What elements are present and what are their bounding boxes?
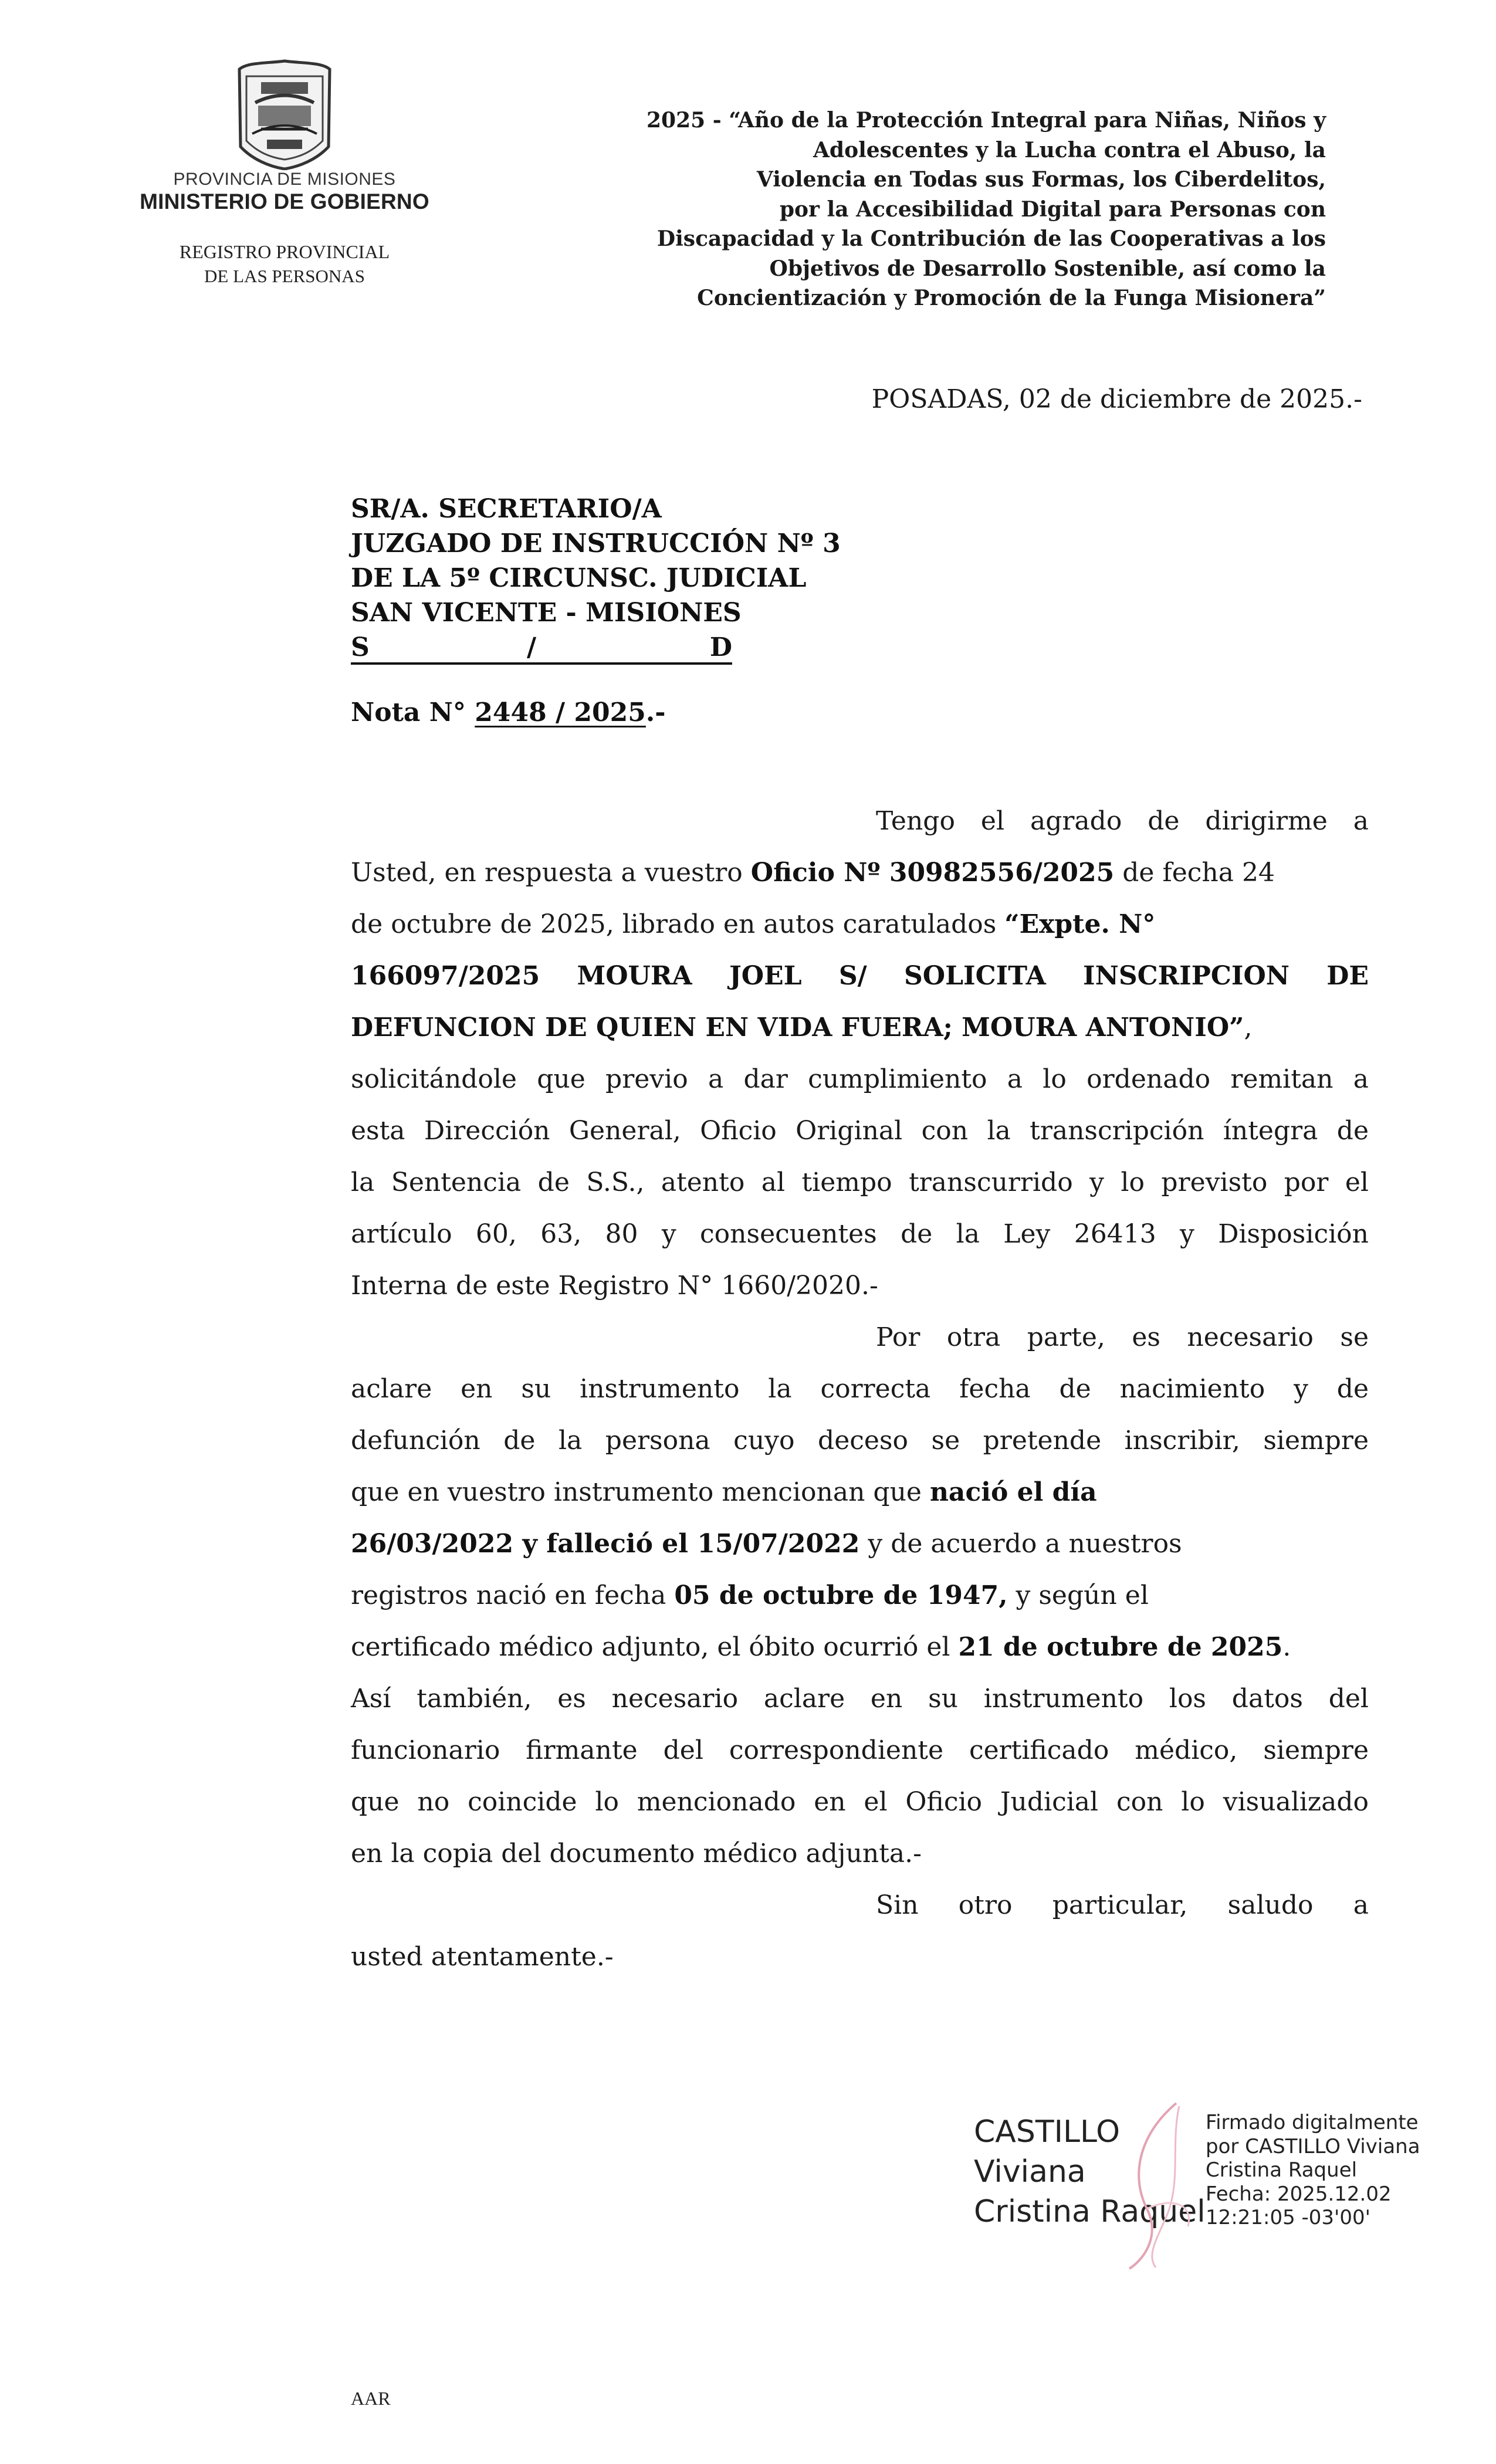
body-line: Tengo el agrado de dirigirme a xyxy=(876,806,1369,836)
body-line: artículo 60, 63, 80 y consecuentes de la Ley 26413 y Disposición xyxy=(351,1219,1369,1249)
expediente-reference: “Expte. N° xyxy=(1004,909,1156,939)
addressee-line: SAN VICENTE - MISIONES xyxy=(351,598,742,628)
body-line: en la copia del documento médico adjunta.- xyxy=(351,1839,922,1869)
text: . xyxy=(1282,1632,1291,1662)
body-line: esta Dirección General, Oficio Original con la transcripción íntegra de xyxy=(351,1116,1369,1146)
body-line: Por otra parte, es necesario se xyxy=(876,1322,1369,1352)
signer-name-line: Viviana xyxy=(974,2154,1086,2189)
registry-line-2: DE LAS PERSONAS xyxy=(204,266,365,286)
registry-line-1: REGISTRO PROVINCIAL xyxy=(179,241,390,262)
death-date: 21 de octubre de 2025 xyxy=(958,1632,1283,1662)
date-line: POSADAS, 02 de diciembre de 2025.- xyxy=(871,384,1362,414)
body-line xyxy=(351,1578,1369,1613)
motto-line: Adolescentes y la Lucha contra el Abuso, la xyxy=(813,137,1326,163)
sd-s: S xyxy=(351,632,370,662)
signer-name-line: CASTILLO xyxy=(974,2114,1121,2150)
signature-info-line: Firmado digitalmente xyxy=(1206,2111,1419,2134)
body-line xyxy=(351,1475,1369,1510)
addressee-line: JUZGADO DE INSTRUCCIÓN Nº 3 xyxy=(351,529,841,559)
text: certificado médico adjunto, el óbito ocurrió el xyxy=(351,1632,959,1662)
typist-initials: AAR xyxy=(351,2388,391,2409)
expediente-title: DEFUNCION DE QUIEN EN VIDA FUERA; MOURA ANTONIO” xyxy=(351,1013,1244,1043)
body-line xyxy=(351,855,1369,891)
body-line: Interna de este Registro N° 1660/2020.- xyxy=(351,1271,878,1301)
digital-signature-info xyxy=(1206,2111,1420,2230)
text: y según el xyxy=(1007,1580,1149,1610)
addressee-block xyxy=(351,492,841,665)
body-line: usted atentamente.- xyxy=(351,1942,614,1972)
birth-death-claim: nació el día xyxy=(929,1477,1097,1507)
motto-line: Objetivos de Desarrollo Sostenible, así como la xyxy=(769,256,1326,281)
body-line: defunción de la persona cuyo deceso se pretende inscribir, siempre xyxy=(351,1426,1369,1456)
signature-info-line: 12:21:05 -03'00' xyxy=(1206,2206,1370,2229)
body-line: aclare en su instrumento la correcta fecha de nacimiento y de xyxy=(351,1374,1369,1404)
body-line xyxy=(351,1630,1369,1665)
year-motto xyxy=(505,106,1326,313)
signature-info-line: Cristina Raquel xyxy=(1206,2158,1358,2182)
text: , xyxy=(1244,1013,1253,1043)
signature-info-line: Fecha: 2025.12.02 xyxy=(1206,2182,1392,2206)
expediente-title: 166097/2025 MOURA JOEL S/ SOLICITA INSCRIPCION DE xyxy=(351,961,1369,991)
province-name: PROVINCIA DE MISIONES xyxy=(173,170,396,189)
nota-suffix: .- xyxy=(645,698,666,727)
nota-number: 2448 / 2025 xyxy=(475,698,646,727)
motto-line: por la Accesibilidad Digital para Personas con xyxy=(779,197,1326,222)
text: de fecha 24 xyxy=(1114,858,1275,888)
body-line xyxy=(351,1527,1369,1562)
signature-info-line: por CASTILLO Viviana xyxy=(1206,2134,1420,2158)
body-line xyxy=(351,907,1369,942)
addressee-line: SR/A. SECRETARIO/A xyxy=(351,494,662,524)
sd-slash: / xyxy=(527,632,537,662)
ministry-name: MINISTERIO DE GOBIERNO xyxy=(140,189,429,214)
body-line xyxy=(351,1010,1369,1045)
text: de octubre de 2025, librado en autos caratulados xyxy=(351,909,1005,939)
text: registros nació en fecha xyxy=(351,1580,675,1610)
birth-death-dates: 26/03/2022 y falleció el 15/07/2022 xyxy=(351,1529,860,1559)
oficio-reference: Oficio Nº 30982556/2025 xyxy=(750,858,1115,888)
ministry-block xyxy=(117,169,452,214)
body-line: la Sentencia de S.S., atento al tiempo transcurrido y lo previsto por el xyxy=(351,1167,1369,1197)
nota-label: Nota N° xyxy=(351,698,466,727)
signer-name-line: Cristina Raquel xyxy=(974,2194,1206,2229)
nota-number-line xyxy=(351,698,666,727)
addressee-line: DE LA 5º CIRCUNSC. JUDICIAL xyxy=(351,563,807,593)
sd-d: D xyxy=(709,632,732,662)
body-line: solicitándole que previo a dar cumplimiento a lo ordenado remitan a xyxy=(351,1064,1369,1094)
motto-line: Concientización y Promoción de la Funga Misionera” xyxy=(697,286,1326,310)
registered-birth-date: 05 de octubre de 1947, xyxy=(674,1580,1008,1610)
sd-underlined-line xyxy=(351,630,732,665)
body-line: funcionario firmante del correspondiente certificado médico, siempre xyxy=(351,1735,1369,1765)
motto-line: 2025 - “Año de la Protección Integral para Niñas, Niños y xyxy=(646,108,1326,133)
body-line: Así también, es necesario aclare en su instrumento los datos del xyxy=(351,1684,1369,1714)
text: que en vuestro instrumento mencionan que xyxy=(351,1477,930,1507)
motto-line: Discapacidad y la Contribución de las Cooperativas a los xyxy=(656,226,1326,251)
text: Usted, en respuesta a vuestro xyxy=(351,858,751,888)
body-line: Sin otro particular, saludo a xyxy=(876,1890,1369,1920)
motto-line: Violencia en Todas sus Formas, los Ciberdelitos, xyxy=(756,167,1326,192)
body-line xyxy=(351,959,1369,994)
registry-name xyxy=(144,239,425,289)
body-line: que no coincide lo mencionado en el Oficio Judicial con lo visualizado xyxy=(351,1787,1369,1817)
text: y de acuerdo a nuestros xyxy=(859,1529,1182,1559)
provincial-seal-logo xyxy=(235,59,334,170)
